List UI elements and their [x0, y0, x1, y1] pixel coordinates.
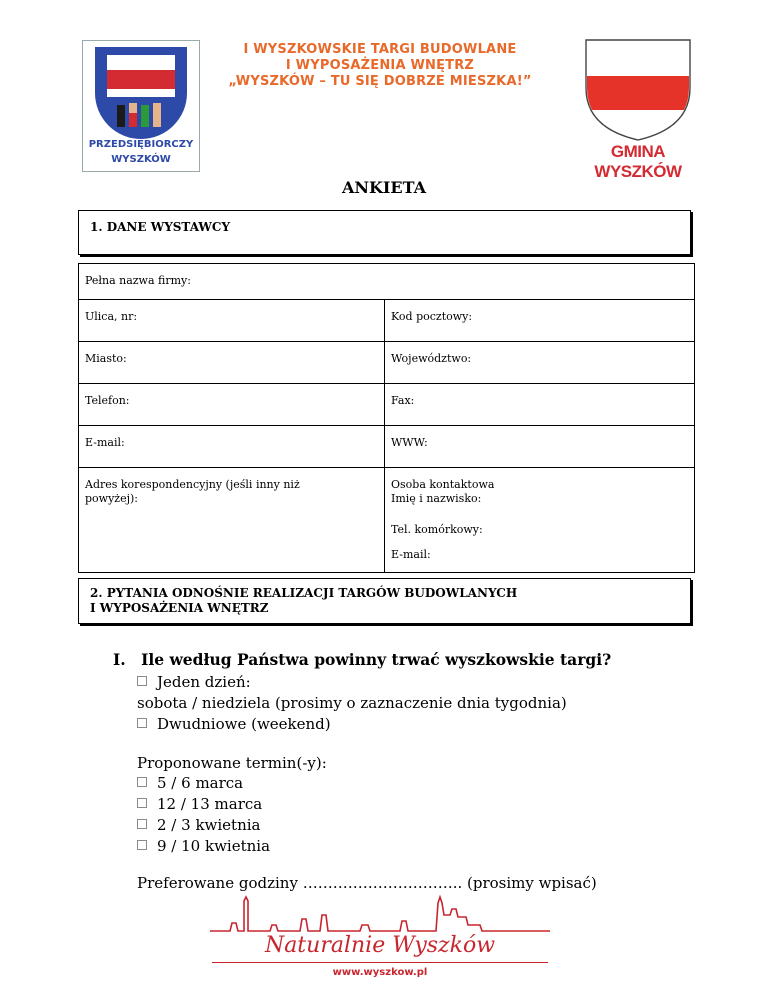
correspondence-address-field[interactable] — [79, 468, 385, 573]
checkbox-icon[interactable] — [137, 718, 147, 728]
date-option[interactable] — [137, 795, 262, 813]
www-label: WWW: — [391, 436, 428, 449]
phone-field[interactable] — [79, 384, 385, 426]
voivodeship-label: Województwo: — [391, 352, 472, 365]
option-one-day[interactable] — [137, 673, 251, 691]
preferred-hours-field[interactable]: Preferowane godziny ………………………….. (prosimy wpisać) — [137, 874, 597, 892]
checkbox-icon[interactable] — [137, 840, 147, 850]
date-option[interactable] — [137, 816, 260, 834]
email-field[interactable] — [79, 426, 385, 468]
option-two-day[interactable] — [137, 715, 331, 733]
section2-header — [78, 578, 691, 624]
town-skyline-icon — [210, 895, 550, 935]
checkbox-icon[interactable] — [137, 798, 147, 808]
option-one-day-label: Jeden dzień: — [157, 673, 251, 691]
footer-divider — [212, 962, 548, 963]
fax-label: Fax: — [391, 394, 415, 407]
date-option-label: 12 / 13 marca — [157, 795, 263, 813]
section1-header — [78, 210, 691, 255]
exhibitor-data-table — [78, 263, 695, 573]
option-two-day-label: Dwudniowe (weekend) — [157, 715, 331, 733]
date-option-label: 2 / 3 kwietnia — [157, 816, 261, 834]
date-option-label: 9 / 10 kwietnia — [157, 837, 271, 855]
dates-label: Proponowane termin(-y): — [137, 754, 327, 772]
logo-text-line2: WYSZKÓW — [111, 154, 171, 165]
checkbox-icon[interactable] — [137, 676, 147, 686]
logo-text-line1: PRZEDSIĘBIORCZY — [88, 139, 194, 150]
full-name-label: Pełna nazwa firmy: — [85, 274, 191, 287]
event-slogan: „WYSZKÓW – TU SIĘ DOBRZE MIESZKA!” — [228, 74, 532, 89]
city-field[interactable] — [79, 342, 385, 384]
contact-person-field[interactable] — [385, 468, 695, 573]
gmina-wyszkow-logo — [576, 38, 700, 181]
page-title: ANKIETA — [341, 178, 427, 197]
contact-label-line1: Osoba kontaktowa — [391, 478, 495, 491]
date-option[interactable] — [137, 837, 270, 855]
section2-title-line2: I WYPOSAŻENIA WNĘTRZ — [90, 601, 269, 615]
question-text: Ile według Państwa powinny trwać wyszkowskie targi? — [141, 650, 612, 669]
section2-title-line1: 2. PYTANIA ODNOŚNIE REALIZACJI TARGÓW BUDOWLANYCH — [90, 586, 518, 600]
phone-label: Telefon: — [85, 394, 130, 407]
street-label: Ulica, nr: — [85, 310, 138, 323]
footer-slogan: Naturalnie Wyszków — [264, 933, 496, 958]
naturalnie-wyszkow-logo — [210, 895, 550, 985]
question-number: I. — [113, 650, 126, 669]
raised-hands-icon — [115, 101, 169, 127]
date-option[interactable] — [137, 774, 243, 792]
footer-url[interactable]: www.wyszkow.pl — [332, 967, 428, 978]
date-option-label: 5 / 6 marca — [157, 774, 244, 792]
postal-code-label: Kod pocztowy: — [391, 310, 473, 323]
voivodeship-field[interactable] — [385, 342, 695, 384]
fax-field[interactable] — [385, 384, 695, 426]
full-name-field[interactable] — [79, 264, 695, 300]
postal-code-field[interactable] — [385, 300, 695, 342]
checkbox-icon[interactable] — [137, 777, 147, 787]
contact-label-line2: Imię i nazwisko: — [391, 492, 482, 505]
www-field[interactable] — [385, 426, 695, 468]
question-1-title — [113, 650, 611, 669]
event-title-line2: I WYPOSAŻENIA WNĘTRZ — [285, 58, 475, 73]
section1-title: 1. DANE WYSTAWCY — [90, 220, 231, 234]
street-field[interactable] — [79, 300, 385, 342]
gmina-wyszkow-text: GMINA WYSZKÓW — [594, 142, 682, 181]
event-title-line1: I WYSZKOWSKIE TARGI BUDOWLANE — [243, 42, 517, 57]
logo-flag-white-lower — [107, 89, 175, 97]
address-label-line1: Adres korespondencyjny (jeśli inny niż — [85, 478, 300, 491]
one-day-note: sobota / niedziela (prosimy o zaznaczenie dnia tygodnia) — [137, 694, 567, 712]
contact-email-label: E-mail: — [391, 548, 431, 561]
checkbox-icon[interactable] — [137, 819, 147, 829]
email-label: E-mail: — [85, 436, 125, 449]
address-label-line2: powyżej): — [85, 492, 139, 505]
coat-of-arms-icon — [576, 38, 700, 142]
mobile-label: Tel. komórkowy: — [391, 523, 483, 536]
city-label: Miasto: — [85, 352, 127, 365]
